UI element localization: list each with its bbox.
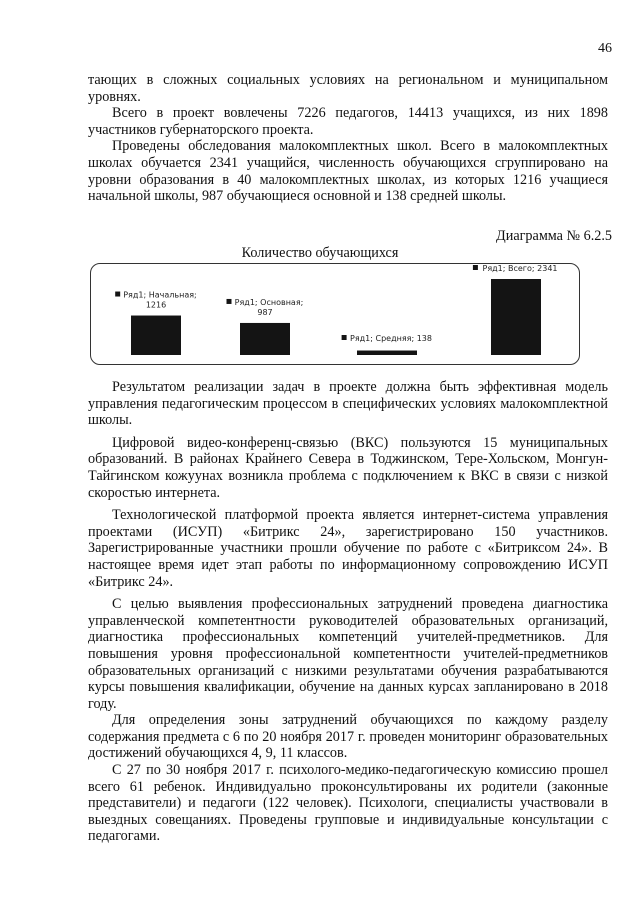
page-number: 46 bbox=[598, 41, 612, 56]
bar-chart bbox=[91, 264, 579, 364]
chart-title: Количество обучающихся bbox=[241, 245, 399, 261]
paragraph: Проведены обследования малокомплектных школ. Всего в малокомплектных школах обучается 2341 учащийся, численность обучающихся сгруппировано на уровни образования в 40 малокомплектных школах, из которых 1216 учащиеся начальной школы, 987 обучающиеся основной и 138 средней школы. bbox=[88, 138, 608, 205]
diagram-caption: Диаграмма № 6.2.5 bbox=[496, 228, 612, 244]
paragraph: Для определения зоны затруднений обучающихся по каждому разделу содержания предмета с 6 по 20 ноября 2017 г. проведен мониторинг образовательных достижений обучающихся 4, 9, 11 классов. bbox=[88, 712, 608, 762]
bar-Начальная bbox=[131, 316, 181, 355]
paragraph: Цифровой видео-конференц-связью (ВКС) пользуются 15 муниципальных образований. В районах Крайнего Севера в Тоджинском, Тере-Хольском, Монгун-Тайгинском кожуунах возникла проблема с подключением к ВКС в связи с низкой скоростью интернета. bbox=[88, 434, 608, 501]
text-block-bottom bbox=[88, 379, 608, 845]
bar-Всего bbox=[491, 279, 541, 355]
svg-text:987: 987 bbox=[257, 307, 273, 317]
bar-Средняя bbox=[357, 351, 417, 355]
svg-text:Ряд1; Начальная;: Ряд1; Начальная; bbox=[123, 290, 197, 300]
data-label-Основная bbox=[227, 298, 304, 317]
paragraph: Технологической платформой проекта является интернет-система управления проектами (ИСУП) «Битрикс 24», зарегистрировано 150 участников. Зарегистрированные участники прошли обучение по работе с «Битриксом 24». В настоящее время идет этап работы по информационному сопровождению ИСУП «Битрикс 24». bbox=[88, 507, 608, 590]
data-label-Начальная bbox=[115, 291, 197, 310]
text-block-top bbox=[88, 72, 608, 205]
svg-text:1216: 1216 bbox=[145, 300, 167, 310]
svg-text:Ряд1; Основная;: Ряд1; Основная; bbox=[234, 297, 304, 307]
paragraph: С 27 по 30 ноября 2017 г. психолого-медико-педагогическую комиссию прошел всего 61 ребенок. Индивидуально проконсультированы их родители (законные представители) и педагоги (122 человек). Психологи, специалисты участвовали в выездных совещаниях. Проведены групповые и индивидуальные консультации с педагогами. bbox=[88, 762, 608, 845]
chart-frame bbox=[90, 263, 580, 365]
svg-text:Ряд1; Средняя; 138: Ряд1; Средняя; 138 bbox=[350, 334, 432, 343]
bar-Основная bbox=[240, 323, 290, 355]
data-label-Всего bbox=[473, 264, 558, 273]
data-label-Средняя bbox=[342, 334, 432, 343]
paragraph: тающих в сложных социальных условиях на региональном и муниципальном уровнях. bbox=[88, 72, 608, 105]
svg-text:Ряд1; Всего; 2341: Ряд1; Всего; 2341 bbox=[482, 264, 558, 273]
paragraph: Результатом реализации задач в проекте должна быть эффективная модель управления педагогическим процессом в специфических условиях малокомплектной школы. bbox=[88, 379, 608, 429]
paragraph: Всего в проект вовлечены 7226 педагогов, 14413 учащихся, из них 1898 участников губернаторского проекта. bbox=[88, 105, 608, 138]
paragraph: С целью выявления профессиональных затруднений проведена диагностика управленческой компетентности руководителей образовательных организаций, диагностика профессиональных компетенций учителей-предметников. Для повышения уровня профессиональной компетентности учителей-предметников образовательных организаций с низкими результатами обучения разрабатываются курсы повышения квалификации, обучение на данных курсах запланировано в 2018 году. bbox=[88, 596, 608, 712]
